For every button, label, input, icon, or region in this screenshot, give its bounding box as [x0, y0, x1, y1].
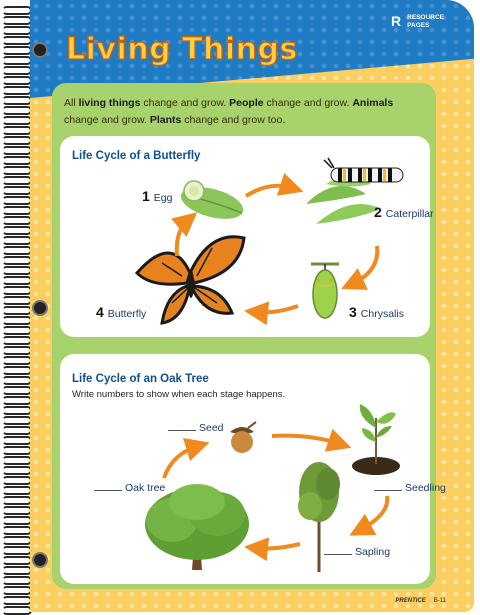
publisher-name: PRENTICE [395, 598, 426, 604]
spiral-coil [2, 256, 32, 265]
keyword-living-things: living things [78, 97, 141, 109]
punch-hole [32, 552, 48, 568]
spiral-coil [2, 606, 32, 615]
spiral-coil [2, 216, 32, 225]
spiral-coil [2, 36, 32, 45]
butterfly-title: Life Cycle of a Butterfly [72, 150, 201, 162]
spiral-coil [2, 106, 32, 115]
butterfly-lifecycle-card [60, 136, 434, 337]
spiral-coil [2, 56, 32, 65]
spiral-coil [2, 86, 32, 95]
spiral-coil [2, 136, 32, 145]
seed-answer-blank[interactable] [168, 430, 196, 431]
spiral-coil [2, 76, 32, 85]
page-title: Living Things [66, 32, 298, 67]
stage-chrysalis-label: 3 Chrysalis [349, 304, 404, 320]
spiral-coil [2, 186, 32, 195]
spiral-coil [2, 286, 32, 295]
sapling-answer-blank[interactable] [324, 554, 352, 555]
spiral-coil [2, 346, 32, 355]
spiral-coil [2, 66, 32, 75]
spiral-coil [2, 356, 32, 365]
spiral-coil [2, 96, 32, 105]
stage-sapling-label: Sapling [324, 546, 390, 558]
spiral-coil [2, 386, 32, 395]
oak-instructions: Write numbers to show when each stage happens. [72, 389, 286, 400]
stage-seed-label: Seed [168, 422, 224, 434]
spiral-coil [2, 306, 32, 315]
spiral-coil [2, 396, 32, 405]
spiral-coil [2, 16, 32, 25]
spiral-coil [2, 236, 32, 245]
spiral-coil [2, 276, 32, 285]
page-footer [395, 598, 446, 604]
badge-line-2: PAGES [407, 22, 430, 29]
spiral-coil [2, 506, 32, 515]
spiral-coil [2, 376, 32, 385]
spiral-coil [2, 406, 32, 415]
spiral-coil [2, 6, 32, 15]
spiral-coil [2, 566, 32, 575]
keyword-animals: Animals [352, 97, 394, 109]
keyword-plants: Plants [149, 114, 182, 126]
seedling-answer-blank[interactable] [374, 490, 402, 491]
spiral-coil [2, 176, 32, 185]
spiral-coil [2, 226, 32, 235]
keyword-people: People [229, 97, 264, 109]
spiral-coil [2, 146, 32, 155]
oak-title: Life Cycle of an Oak Tree [72, 373, 209, 385]
spiral-coil [2, 156, 32, 165]
spiral-coil [2, 336, 32, 345]
punch-hole [32, 300, 48, 316]
badge-line-1: RESOURCE [407, 14, 444, 21]
stage-seedling-label: Seedling [374, 482, 446, 494]
spiral-coil [2, 416, 32, 425]
spiral-coil [2, 316, 32, 325]
intro-text: All living things change and grow. People change and grow. Animals change and grow. Plants change and grow too. [64, 97, 394, 126]
page [30, 0, 474, 612]
stage-butterfly-label: 4 Butterfly [96, 304, 147, 320]
spiral-coil [2, 266, 32, 275]
spiral-coil [2, 576, 32, 585]
spiral-coil [2, 436, 32, 445]
spiral-coil [2, 196, 32, 205]
resource-pages-badge [391, 14, 444, 30]
spiral-coil [2, 206, 32, 215]
spiral-coil [2, 426, 32, 435]
spiral-coil [2, 496, 32, 505]
spiral-coil [2, 26, 32, 35]
spiral-coil [2, 326, 32, 335]
stage-egg-label: 1 Egg [142, 188, 173, 204]
spiral-coil [2, 46, 32, 55]
spiral-coil [2, 366, 32, 375]
punch-hole [32, 42, 48, 58]
spiral-coil [2, 516, 32, 525]
spiral-coil [2, 296, 32, 305]
spiral-coil [2, 536, 32, 545]
spiral-coil [2, 476, 32, 485]
spiral-coil [2, 466, 32, 475]
spiral-coil [2, 526, 32, 535]
spiral-coil [2, 446, 32, 455]
spiral-coil [2, 546, 32, 555]
publisher-logo-icon: R [391, 13, 402, 29]
spiral-coil [2, 556, 32, 565]
spiral-coil [2, 116, 32, 125]
spiral-coil [2, 246, 32, 255]
spiral-coil [2, 486, 32, 495]
stage-oak-tree-label: Oak tree [94, 482, 165, 494]
spiral-coil [2, 166, 32, 175]
oak-lifecycle-card [60, 354, 446, 584]
spiral-coil [2, 596, 32, 605]
spiral-coil [2, 126, 32, 135]
spiral-coil [2, 456, 32, 465]
page-number: B-11 [433, 598, 446, 604]
spiral-coil [2, 586, 32, 595]
resource-pages-label [407, 14, 444, 30]
stage-caterpillar-label: 2 Caterpillar [374, 204, 434, 220]
spiral-binding [0, 0, 30, 615]
oak-tree-answer-blank[interactable] [94, 490, 122, 491]
